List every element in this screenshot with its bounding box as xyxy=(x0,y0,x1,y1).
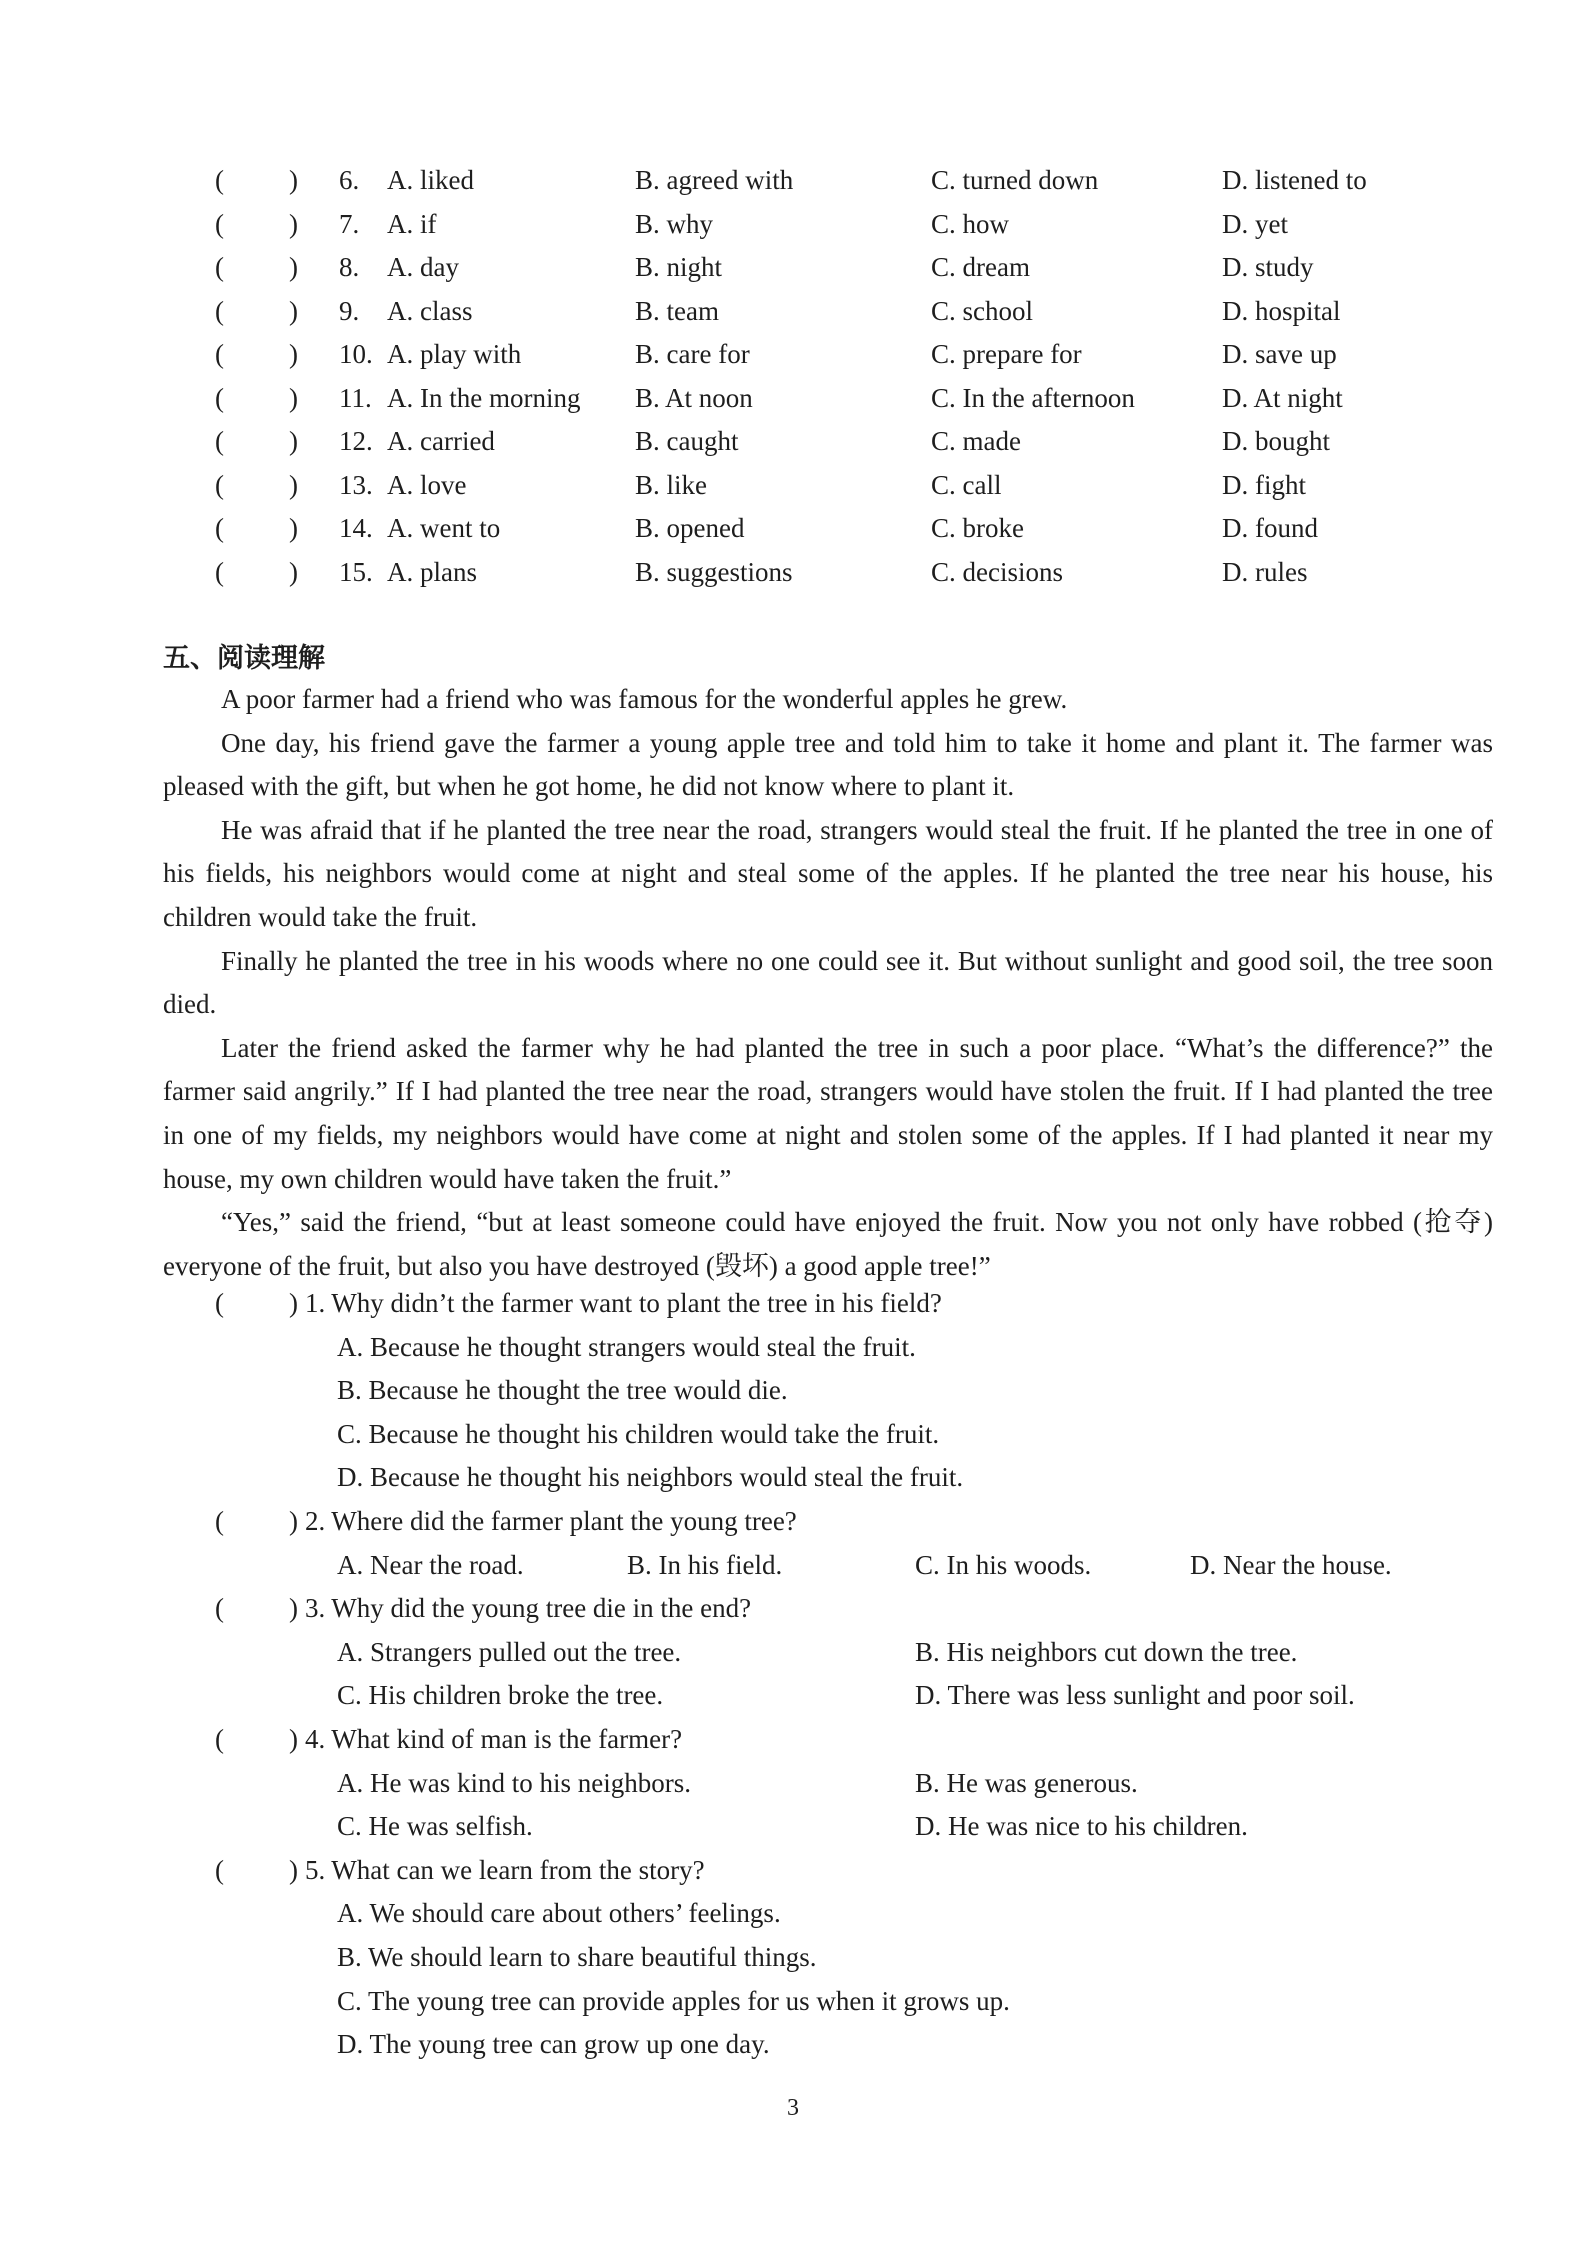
option-a: A. class xyxy=(387,295,473,326)
question-number: 14. xyxy=(339,513,373,543)
answer-paren-close: ) xyxy=(289,165,298,195)
answer-paren-close: ) xyxy=(289,1505,298,1536)
answer-option: C. His children broke the tree. xyxy=(337,1680,664,1711)
question-number: 12. xyxy=(339,426,373,456)
option-c: C. how xyxy=(931,208,1010,239)
option-b: B. caught xyxy=(635,426,739,456)
cloze-options-table xyxy=(215,162,1415,597)
question-stem-line xyxy=(215,1500,1485,1544)
passage-paragraph: One day, his friend gave the farmer a young apple tree and told him to take it home and plant it. The farmer was pleased with the gift, but when he got home, he did not know where to plant it. xyxy=(163,727,1493,802)
option-a: A. In the morning xyxy=(387,382,581,413)
cloze-option-row xyxy=(215,206,1415,250)
answer-paren-close: ) xyxy=(289,382,298,413)
answer-option: D. There was less sunlight and poor soil. xyxy=(915,1680,1355,1711)
reading-questions xyxy=(215,1282,1485,2067)
cloze-option-row xyxy=(215,162,1415,206)
option-c: C. made xyxy=(931,426,1021,456)
option-a: A. carried xyxy=(387,426,495,456)
answer-paren-open: ( xyxy=(215,252,224,282)
answer-paren-open: ( xyxy=(215,1593,224,1624)
answer-paren-close: ) xyxy=(289,208,298,239)
answer-option: A. Strangers pulled out the tree. xyxy=(337,1636,682,1667)
option-line xyxy=(215,1456,1485,1500)
option-c: C. dream xyxy=(931,252,1030,282)
option-b: B. care for xyxy=(635,339,750,369)
answer-paren-open: ( xyxy=(215,1288,224,1318)
answer-option: D. Because he thought his neighbors would steal the fruit. xyxy=(337,1462,964,1493)
option-d: D. listened to xyxy=(1222,165,1367,195)
question-number: 4. xyxy=(305,1723,326,1754)
question-number: 9. xyxy=(339,295,360,326)
option-d: D. hospital xyxy=(1222,295,1341,326)
answer-paren-close: ) xyxy=(289,295,298,326)
cloze-option-row xyxy=(215,467,1415,511)
cloze-option-row xyxy=(215,249,1415,293)
cloze-option-row xyxy=(215,510,1415,554)
answer-option: C. Because he thought his children would take the fruit. xyxy=(337,1418,940,1449)
question-number: 1. xyxy=(305,1288,326,1318)
cloze-option-row xyxy=(215,336,1415,380)
answer-paren-open: ( xyxy=(215,513,224,543)
cloze-option-row xyxy=(215,423,1415,467)
question-number: 3. xyxy=(305,1593,326,1624)
option-b: B. suggestions xyxy=(635,556,793,587)
answer-option: C. He was selfish. xyxy=(337,1811,533,1842)
option-c: C. school xyxy=(931,295,1034,326)
option-line xyxy=(215,1805,1485,1849)
passage-paragraph: He was afraid that if he planted the tree near the road, strangers would steal the fruit. If he planted the tree in one of his fields, his neighbors would come at night and steal some of the apples. If he planted the tree near his house, his children would take the fruit. xyxy=(163,814,1493,932)
option-d: D. At night xyxy=(1222,382,1343,413)
answer-paren-open: ( xyxy=(215,556,224,587)
question-number: 15. xyxy=(339,556,373,587)
option-d: D. save up xyxy=(1222,339,1337,369)
question-stem-line xyxy=(215,1849,1485,1893)
option-d: D. fight xyxy=(1222,469,1306,500)
question-number: 8. xyxy=(339,252,360,282)
question-stem xyxy=(305,1849,705,1893)
option-a: A. liked xyxy=(387,165,474,195)
answer-paren-close: ) xyxy=(289,1593,298,1624)
answer-paren-open: ( xyxy=(215,208,224,239)
answer-paren-open: ( xyxy=(215,1723,224,1754)
cloze-option-row xyxy=(215,554,1415,598)
question-number: 13. xyxy=(339,469,373,500)
option-line xyxy=(215,1413,1485,1457)
answer-option: D. The young tree can grow up one day. xyxy=(337,2029,770,2060)
question-text: What can we learn from the story? xyxy=(331,1854,705,1885)
option-b: B. like xyxy=(635,469,707,500)
question-stem-line xyxy=(215,1587,1485,1631)
answer-paren-open: ( xyxy=(215,469,224,500)
question-item xyxy=(215,1849,1485,2067)
question-stem xyxy=(305,1282,942,1326)
option-a: A. plans xyxy=(387,556,477,587)
option-line xyxy=(215,1762,1485,1806)
option-d: D. yet xyxy=(1222,208,1288,239)
question-number: 11. xyxy=(339,382,372,413)
option-c: C. broke xyxy=(931,513,1024,543)
answer-paren-open: ( xyxy=(215,339,224,369)
answer-option: B. We should learn to share beautiful things. xyxy=(337,1941,817,1972)
option-a: A. play with xyxy=(387,339,522,369)
option-a: A. went to xyxy=(387,513,501,543)
answer-paren-open: ( xyxy=(215,165,224,195)
option-line xyxy=(215,1936,1485,1980)
answer-option: D. He was nice to his children. xyxy=(915,1811,1248,1842)
answer-paren-close: ) xyxy=(289,513,298,543)
passage-paragraph: Later the friend asked the farmer why he had planted the tree in such a poor place. “What’s the difference?” the farmer said angrily.” If I had planted the tree near the road, strangers would have stolen the fruit. If I had planted the tree in one of my fields, my neighbors would have come at night and stolen some of the apples. If I had planted it near my house, my own children would have taken the fruit.” xyxy=(163,1032,1493,1194)
answer-option: B. In his field. xyxy=(627,1549,783,1580)
question-number: 5. xyxy=(305,1854,326,1885)
question-text: Why did the young tree die in the end? xyxy=(331,1593,752,1624)
question-stem xyxy=(305,1718,682,1762)
question-item xyxy=(215,1282,1485,1500)
question-number: 2. xyxy=(305,1505,326,1536)
answer-option: A. He was kind to his neighbors. xyxy=(337,1767,691,1798)
option-b: B. opened xyxy=(635,513,745,543)
page-number: 3 xyxy=(787,2095,799,2121)
question-stem xyxy=(305,1587,751,1631)
option-a: A. love xyxy=(387,469,467,500)
passage-paragraph: A poor farmer had a friend who was famous for the wonderful apples he grew. xyxy=(221,684,1068,714)
answer-paren-close: ) xyxy=(289,252,298,282)
answer-paren-open: ( xyxy=(215,1854,224,1885)
option-line xyxy=(215,1544,1485,1588)
answer-paren-open: ( xyxy=(215,382,224,413)
option-b: B. team xyxy=(635,295,719,326)
option-b: B. agreed with xyxy=(635,165,794,195)
answer-option: B. He was generous. xyxy=(915,1767,1138,1798)
option-line xyxy=(215,1674,1485,1718)
answer-paren-close: ) xyxy=(289,426,298,456)
answer-option: A. We should care about others’ feelings. xyxy=(337,1898,781,1929)
option-b: B. At noon xyxy=(635,382,753,413)
question-text: Why didn’t the farmer want to plant the tree in his field? xyxy=(331,1288,942,1318)
question-number: 6. xyxy=(339,165,360,195)
option-d: D. bought xyxy=(1222,426,1330,456)
question-item xyxy=(215,1500,1485,1587)
option-c: C. decisions xyxy=(931,556,1063,587)
answer-paren-open: ( xyxy=(215,1505,224,1536)
answer-option: B. Because he thought the tree would die. xyxy=(337,1375,788,1406)
option-line xyxy=(215,1631,1485,1675)
answer-option: A. Near the road. xyxy=(337,1549,524,1580)
option-a: A. if xyxy=(387,208,437,239)
question-number: 10. xyxy=(339,339,373,369)
question-text: What kind of man is the farmer? xyxy=(331,1723,683,1754)
option-c: C. In the afternoon xyxy=(931,382,1135,413)
option-line xyxy=(215,1892,1485,1936)
answer-paren-open: ( xyxy=(215,295,224,326)
option-line xyxy=(215,2023,1485,2067)
reading-passage xyxy=(163,678,1493,1288)
option-a: A. day xyxy=(387,252,459,282)
passage-paragraph: Finally he planted the tree in his woods where no one could see it. But without sunlight and good soil, the tree soon died. xyxy=(163,945,1493,1020)
option-d: D. study xyxy=(1222,252,1314,282)
question-stem-line xyxy=(215,1718,1485,1762)
question-stem-line xyxy=(215,1282,1485,1326)
option-d: D. found xyxy=(1222,513,1318,543)
answer-paren-close: ) xyxy=(289,339,298,369)
option-d: D. rules xyxy=(1222,556,1308,587)
option-c: C. call xyxy=(931,469,1002,500)
option-b: B. night xyxy=(635,252,723,282)
answer-paren-close: ) xyxy=(289,1288,298,1318)
question-number: 7. xyxy=(339,208,360,239)
option-line xyxy=(215,1326,1485,1370)
option-line xyxy=(215,1980,1485,2024)
option-line xyxy=(215,1369,1485,1413)
answer-option: D. Near the house. xyxy=(1190,1549,1392,1580)
option-c: C. turned down xyxy=(931,165,1099,195)
answer-paren-close: ) xyxy=(289,1854,298,1885)
answer-paren-close: ) xyxy=(289,1723,298,1754)
cloze-option-row xyxy=(215,380,1415,424)
option-b: B. why xyxy=(635,208,714,239)
passage-paragraph: “Yes,” said the friend, “but at least someone could have enjoyed the fruit. Now you not only have robbed (抢夺) everyone of the fruit, but also you have destroyed (毁坏) a good apple tree!” xyxy=(163,1207,1493,1281)
answer-option: B. His neighbors cut down the tree. xyxy=(915,1636,1298,1667)
answer-paren-close: ) xyxy=(289,469,298,500)
question-text: Where did the farmer plant the young tree? xyxy=(331,1505,797,1536)
answer-paren-open: ( xyxy=(215,426,224,456)
answer-option: C. In his woods. xyxy=(915,1549,1092,1580)
option-c: C. prepare for xyxy=(931,339,1082,369)
answer-paren-close: ) xyxy=(289,556,298,587)
cloze-option-row xyxy=(215,293,1415,337)
answer-option: C. The young tree can provide apples for us when it grows up. xyxy=(337,1985,1010,2016)
section-heading: 五、阅读理解 xyxy=(163,643,325,673)
question-stem xyxy=(305,1500,797,1544)
answer-option: A. Because he thought strangers would steal the fruit. xyxy=(337,1331,916,1362)
question-item xyxy=(215,1718,1485,1849)
question-item xyxy=(215,1587,1485,1718)
